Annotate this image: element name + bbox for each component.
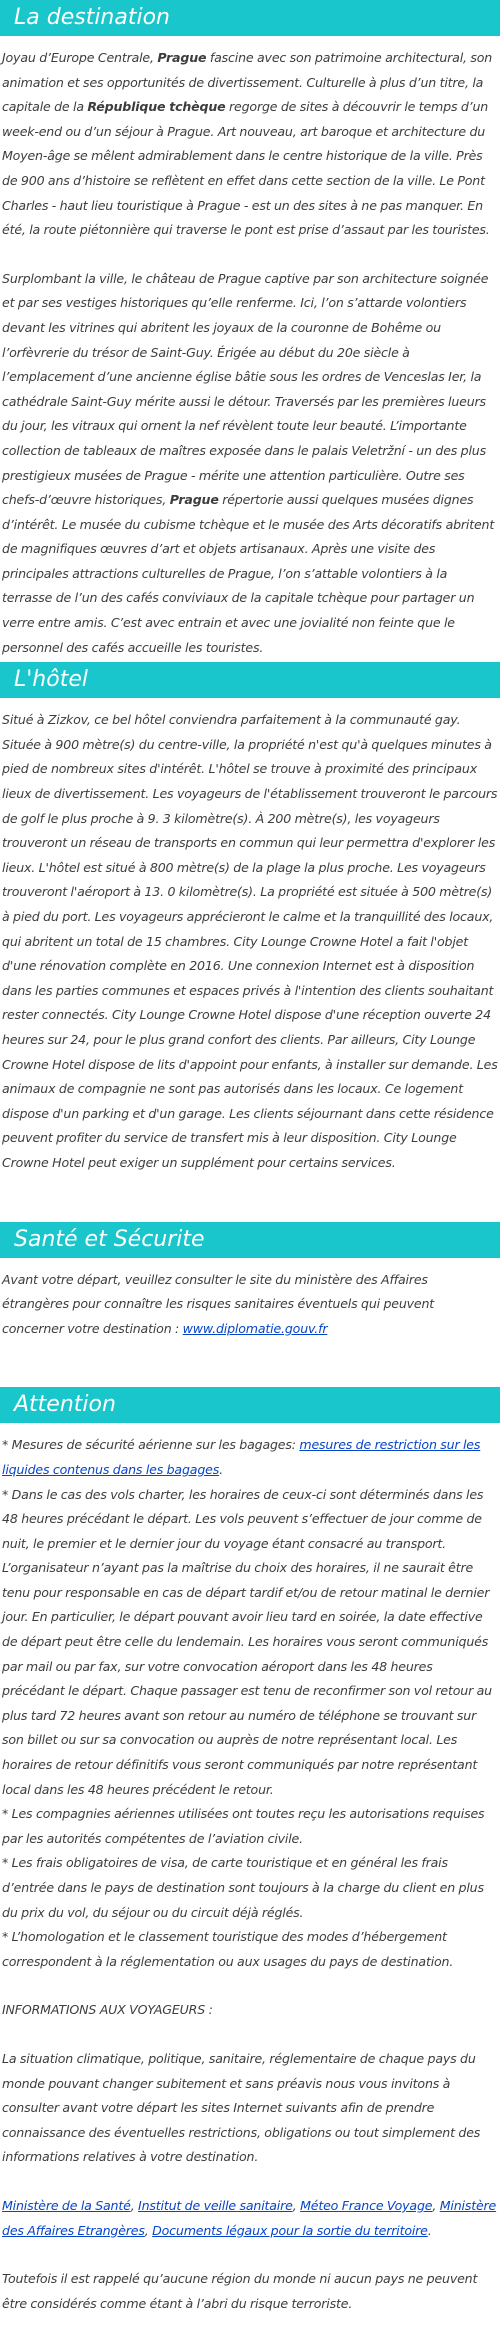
text-segment: fascine avec son patrimoine architectural, son animation et ses opportunités de divertissement. Culturelle à plus d’un titre, la capitale de la [2,50,493,115]
destination-paragraph-2 [2,267,498,661]
link-separator: , [130,2197,139,2213]
paragraph-gap [2,1974,498,1998]
attention-bullet-4: * Les frais obligatoires de visa, de carte touristique et en général les frais d’entrée dans le pays de destination sont toujours à la charge du client en plus du prix du vol, du séjour ou du circuit déjà réglés. [2,1855,484,1920]
paragraph-gap [2,2023,498,2047]
text-segment: Avant votre départ, veuillez consulter le site du ministère des Affaires étrangères pour connaître les risques sanitaires éventuels qui peuvent concerner votre destination : [2,1271,435,1336]
link-separator: , [432,2197,440,2213]
sante-title: Santé et Sécurite [14,1226,205,1252]
link-documents-legaux[interactable]: Documents légaux pour la sortie du territoire [152,2222,428,2238]
bold-country: République tchèque [87,99,226,115]
link-ministere-sante[interactable]: Ministère de la Santé [2,2197,131,2213]
attention-bullet-5: * L’homologation et le classement touristique des modes d’hébergement correspondent à la réglementation ou aux usages du pays de destination. [2,1929,454,1969]
destination-content [0,36,500,660]
link-institut-veille[interactable]: Institut de veille sanitaire [138,2197,293,2213]
hotel-title: L'hôtel [14,667,88,693]
attention-bullet-2: * Dans le cas des vols charter, les horaires de ceux-ci sont déterminés dans les 48 heures précédant le départ. Les vols peuvent s’effectuer de jour comme de nuit, le premier et le dernier jour du voyage étant consacré au transport. L’organisateur n’ayant pas la maîtrise du choix des horaires, il ne saurait être tenu pour responsable en cas de départ tardif et/ou de retour matinal le dernier jour. En particulier, le départ pouvant avoir lieu tard en soirée, la date effective de départ peut être celle du lendemain. Les horaires vous seront communiqués par mail ou par fax, sur votre convocation aéroport dans les 48 heures précédant le départ. Chaque passager est tenu de reconfirmer son vol retour au plus tard 72 heures avant son retour au numéro de téléphone se trouvant sur son billet ou sur sa convocation ou auprès de notre représentant local. Les horaires de retour définitifs vous seront communiqués par notre représentant local dans les 48 heures précédent le retour. [2,1486,492,1797]
bold-city: Prague [157,50,207,65]
link-end: . [427,2222,432,2238]
section-gap [0,1176,500,1222]
attention-bullet-3: * Les compagnies aériennes utilisées ont toutes reçu les autorisations requises par les autorités compétentes de l’aviation civile. [2,1806,485,1846]
text-segment: * Mesures de sécurité aérienne sur les bagages: [2,1437,300,1453]
paragraph-gap [2,243,498,267]
terrorism-warning: Toutefois il est rappelé qu’aucune région du monde ni aucun pays ne peuvent être considérés comme étant à l’abri du risque terroriste. [2,2271,478,2311]
attention-content [0,1423,500,2316]
link-meteo-france[interactable]: Méteo France Voyage [300,2197,433,2213]
link-separator: , [144,2222,153,2238]
info-text: La situation climatique, politique, sanitaire, réglementaire de chaque pays du monde pouvant changer subitement et sans préavis nous vous invitons à consulter avant votre départ les sites Internet suivants afin de prendre connaissance des éventuelles restrictions, obligations ou tout simplement des informations relatives à votre destination. [2,2050,481,2165]
hotel-description: Situé à Zizkov, ce bel hôtel conviendra parfaitement à la communauté gay. Située à 900 mètre(s) du centre-ville, la propriété n'est qu'à quelques minutes à pied de nombreux sites d'intérêt. L'hôtel se trouve à proximité des principaux lieux de divertissement. Les voyageurs de l'établissement trouveront le parcours de golf le plus proche à 9. 3 kilomètre(s). À 200 mètre(s), les voyageurs trouveront un réseau de transports en commun qui leur permettra d'explorer les lieux. L'hôtel est situé à 800 mètre(s) de la plage la plus proche. Les voyageurs trouveront l'aéroport à 13. 0 kilomètre(s). La propriété est située à 500 mètre(s) à pied du port. Les voyageurs apprécieront le calme et la tranquillité des locaux, qui abritent un total de 15 chambres. City Lounge Crowne Hotel a fait l'objet d'une rénovation complète en 2016. Une connexion Internet est à disposition dans les parties communes et espaces privés à l'intention des clients souhaitant rester connectés. City Lounge Crowne Hotel dispose d'une réception ouverte 24 heures sur 24, pour le plus grand confort des clients. Par ailleurs, City Lounge Crowne Hotel dispose de lits d'appoint pour enfants, à installer sur demande. Les animaux de compagnie ne sont pas autorisés dans les locaux. Ce logement dispose d'un parking et d'un garage. Les clients séjournant dans cette résidence peuvent profiter du service de transfert mis à leur disposition. City Lounge Crowne Hotel peut exiger un supplément pour certains services. [2,712,498,1170]
link-separator: , [292,2197,301,2213]
text-segment: . [219,1461,223,1477]
attention-bullet-1 [2,1433,498,1482]
info-title: INFORMATIONS AUX VOYAGEURS : [2,2002,213,2018]
text-segment: Surplombant la ville, le château de Prague captive par son architecture soignée et par ses vestiges historiques qu’elle renferme. Ici, l’on s’attarde volontiers devant les vitrines qui abritent les joyaux de la couronne de Bohême ou l’orfèvrerie du trésor de Saint-Guy. Érigée au début du 20e siècle à l’emplacement d’une ancienne église bâtie sous les ordres de Venceslas Ier, la cathédrale Saint-Guy mérite aussi le détour. Traversés par les premières lueurs du jour, les vitraux qui ornent la nef révèlent toute leur beauté. L’importante collection de tableaux de maîtres exposée dans le palais Veletržní - un des plus prestigieux musées de Prague - mérite une attention particulière. Outre ses chefs-d’œuvre historiques, [2,270,489,508]
paragraph-gap [2,2243,498,2267]
attention-header [0,1387,500,1423]
paragraph-gap [2,2170,498,2194]
liquid-restriction-link[interactable]: mesures de restriction sur les liquides contenus dans les bagages [2,1437,481,1477]
link-affaires-etrangeres[interactable]: Ministère des Affaires Etrangères [2,2197,497,2238]
attention-title: Attention [14,1392,116,1418]
section-gap [0,1341,500,1387]
bold-city: Prague [169,492,219,508]
hotel-header [0,662,500,698]
destination-title: La destination [14,5,170,30]
destination-header [0,0,500,36]
text-segment: Joyau d’Europe Centrale, [2,50,158,65]
hotel-content [0,698,500,1175]
sante-header [0,1222,500,1258]
sante-content [0,1258,500,1342]
sante-text [2,1268,498,1342]
text-segment: répertorie aussi quelques musées dignes d’intérêt. Le musée du cubisme tchèque et le musée des Arts décoratifs abritent de magnifiques œuvres d’art et objets artisanaux. Après une visite des principales attractions culturelles de Prague, l’on s’attable volontiers à la terrasse de l’un des cafés conviviaux de la capitale tchèque pour partager un verre entre amis. C’est avec entrain et avec une jovialité non feinte que le personnel des cafés accueille les touristes. [2,492,495,655]
info-links [2,2194,498,2243]
destination-paragraph-1 [2,46,498,243]
diplomatie-link[interactable]: www.diplomatie.gouv.fr [182,1320,328,1336]
text-segment: regorge de sites à découvrir le temps d’un week-end ou d’un séjour à Prague. Art nouveau, art baroque et architecture du Moyen-âge se mêlent admirablement dans le centre historique de la ville. Près de 900 ans d’histoire se reflètent en effet dans cette section de la ville. Le Pont Charles - haut lieu touristique à Prague - est un des sites à ne pas manquer. En été, la route piétonnière qui traverse le pont est prise d’assaut par les touristes. [2,99,490,238]
